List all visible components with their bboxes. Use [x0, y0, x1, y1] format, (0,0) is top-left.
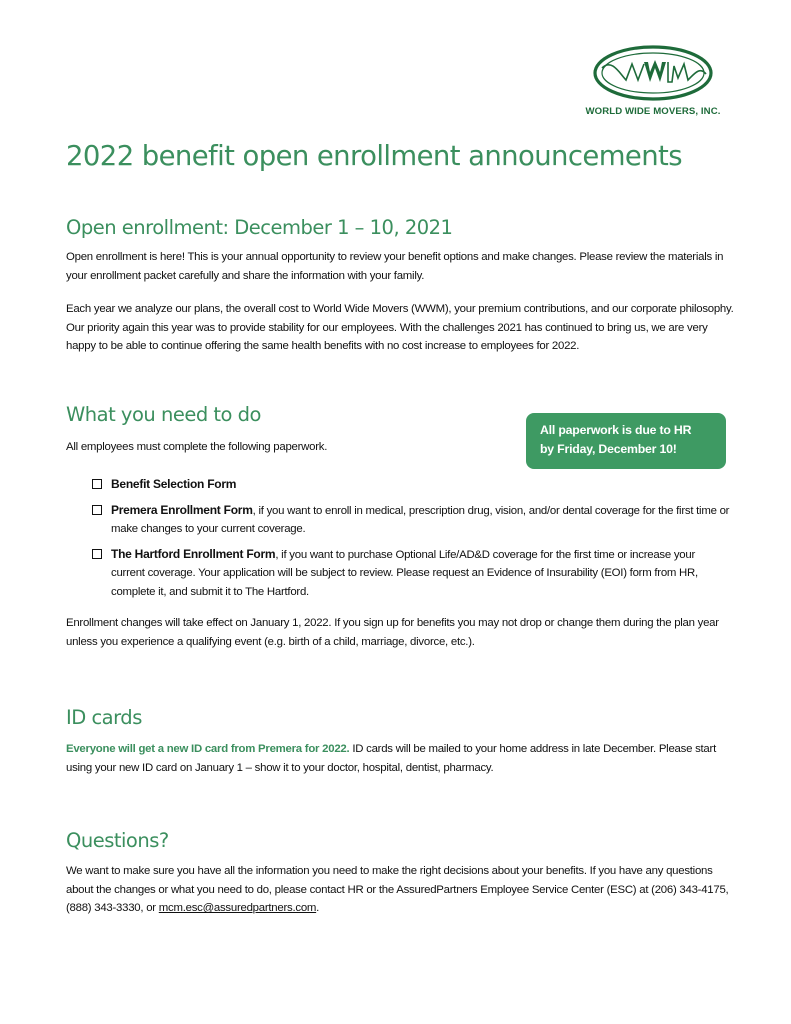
id-cards-body: ID cards will be mailed to your home address in late December. Please start using your new ID card on January 1 – show it to your doctor, hospital, dentist, pharmacy. [66, 743, 716, 774]
checklist-item-text [111, 545, 731, 601]
deadline-callout [526, 413, 726, 469]
form-name: The Hartford Enrollment Form [111, 547, 276, 561]
paperwork-intro: All employees must complete the following paperwork. [66, 441, 328, 453]
open-enrollment-intro: Open enrollment is here! This is your annual opportunity to review your benefit options and make changes. Please review the materials in your enrollment packet carefully and share the information with your family. [66, 251, 724, 282]
heading-questions: Questions? [66, 829, 169, 852]
callout-line-2: by Friday, December 10! [540, 442, 677, 456]
questions-trailing: . [316, 902, 320, 915]
heading-id-cards: ID cards [66, 706, 142, 729]
form-name: Benefit Selection Form [111, 477, 237, 491]
id-cards-highlight: Everyone will get a new ID card from Premera for 2022. [66, 743, 350, 755]
page-title: 2022 benefit open enrollment announcements [66, 140, 682, 172]
checkbox-icon[interactable] [92, 549, 102, 559]
questions-text [66, 862, 736, 918]
company-name: WORLD WIDE MOVERS, INC. [585, 106, 721, 117]
heading-open-enrollment: Open enrollment: December 1 – 10, 2021 [66, 216, 453, 239]
id-cards-text [66, 740, 736, 777]
checkbox-icon[interactable] [92, 479, 102, 489]
form-description: , if you want to enroll in medical, prescription drug, vision, and/or dental coverage for the first time or make changes to your current coverage. [111, 505, 730, 536]
checkbox-icon[interactable] [92, 505, 102, 515]
enrollment-changes-note: Enrollment changes will take effect on January 1, 2022. If you sign up for benefits you may not drop or change them during the plan year unless you experience a qualifying event (e.g. birth of a child, marriage, divorce, etc.). [66, 617, 719, 648]
heading-what-to-do: What you need to do [66, 403, 261, 426]
esc-email-link[interactable]: mcm.esc@assuredpartners.com [158, 902, 317, 915]
form-name: Premera Enrollment Form [111, 503, 253, 517]
company-logo [578, 44, 728, 120]
checklist-item-text [111, 475, 731, 494]
callout-line-1: All paperwork is due to HR [540, 423, 692, 437]
wwm-logo-icon [592, 44, 714, 102]
form-description: , if you want to purchase Optional Life/AD&D coverage for the first time or increase your current coverage. Your application will be subject to review. Please request an Evidence of Insurability (EOI) form from HR, complete it, and submit it to The Hartford. [111, 549, 698, 598]
checklist-item-text [111, 501, 731, 539]
open-enrollment-details: Each year we analyze our plans, the overall cost to World Wide Movers (WWM), your premium contributions, and our corporate philosophy. Our priority again this year was to provide stability for our employees. With the challenges 2021 has continued to bring us, we are very happy to be able to continue offering the same health benefits with no cost increase to employees for 2022. [66, 303, 734, 353]
questions-body: We want to make sure you have all the information you need to make the right decisions about your benefits. If you have any questions about the changes or what you need to do, please contact HR or the AssuredPartners Employee Service Center (ESC) at (206) 343-4175, (888) 343-3330, or [66, 865, 729, 915]
